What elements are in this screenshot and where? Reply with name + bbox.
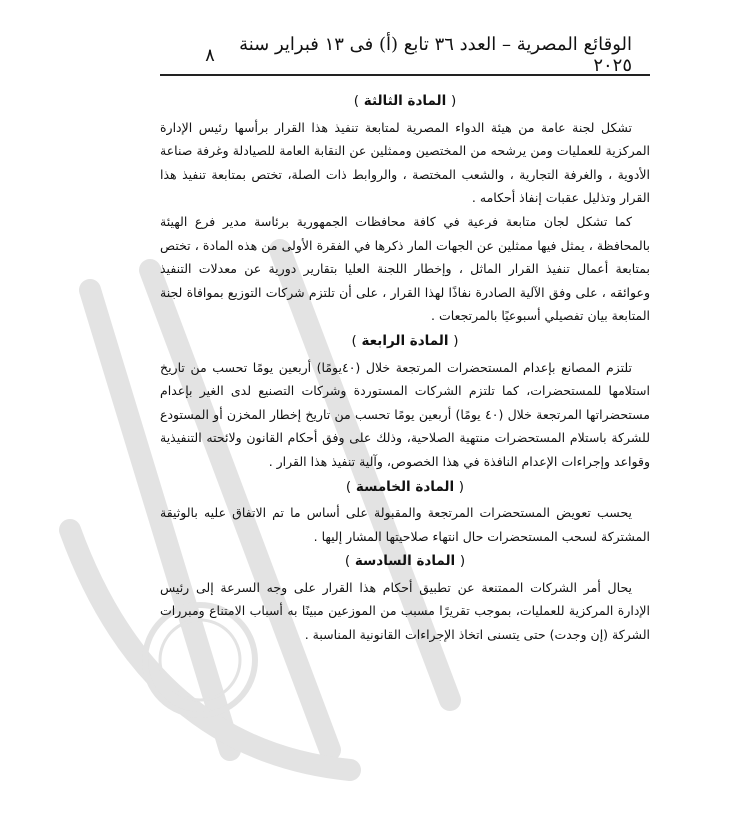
article-heading: ( المادة السادسة )	[344, 553, 466, 570]
article-heading: ( المادة الخامسة )	[345, 478, 465, 495]
article-paragraph: تشكل لجنة عامة من هيئة الدواء المصرية لمتابعة تنفيذ هذا القرار برأسها رئيس الإدارة المركزية للعمليات ومن يرشحه من المختصين وممثلين عن النقابة العامة للصيادلة وغرفة صناعة الأدوية ، والغرفة التجارية ، والشعب المختصة ، والروابط ذات الصلة، تختص بمتابعة تنفيذ هذا القرار وتذليل عقبات إنفاذ أحكامه .	[160, 119, 650, 206]
page-header	[200, 34, 640, 76]
article-paragraph: تلتزم المصانع بإعدام المستحضرات المرتجعة خلال (٤٠يومًا) أربعين يومًا تحسب من تاريخ استلامها للمستحضرات، كما تلتزم الشركات المستوردة وشركات التصنيع لدى الغير بإعدام مستحضراتها المرتجعة خلال (٤٠ يومًا) أربعين يومًا تحسب من تاريخ إخطار المخزن أو المستودع للشركة باستلام المستحضرات منتهية الصلاحية، وذلك على وفق أحكام القانون ولائحته التنفيذية وقواعد وإجراءات الإعدام النافذة في هذا الخصوص، وآلية تنفيذ هذا القرار .	[160, 359, 651, 469]
page-number: ٨	[205, 44, 215, 66]
article-paragraph: يحسب تعويض المستحضرات المرتجعة والمقبولة على أساس ما تم الاتفاق عليه بالوثيقة المشتركة لسحب المستحضرات حال انتهاء صلاحيتها المشار إليها .	[160, 505, 650, 544]
gazette-title: الوقائع المصرية – العدد ٣٦ تابع (أ) فى ١٣ فبراير سنة ٢٠٢٥	[239, 34, 632, 76]
article-paragraph: يحال أمر الشركات الممتنعة عن تطبيق أحكام هذا القرار على وجه السرعة إلى رئيس الإدارة المركزية للعمليات، بموجب تقريرًا مسبب من الموزعين مبينًا به أسباب الامتناع ومبررات الشركة (إن وجدت) حتى يتسنى اتخاذ الإجراءات القانونية المناسبة .	[160, 579, 650, 643]
header-divider	[160, 74, 650, 76]
article-heading: ( المادة الرابعة )	[351, 332, 459, 349]
article-paragraph: كما تشكل لجان متابعة فرعية في كافة محافظات الجمهورية برئاسة مدير فرع الهيئة بالمحافظة ، يمثل فيها ممثلين عن الجهات المار ذكرها في الفقرة الأولى من هذه المادة ، تختص بمتابعة أعمال تنفيذ القرار الماثل ، وإخطار اللجنة العليا بتقارير دورية عن معدلات التنفيذ وعوائقه ، على وفق الآلية الصادرة نفاذًا لهذا القرار ، على أن تلتزم شركات التوزيع بموافاة لجنة المتابعة بيان تفصيلي أسبوعيًا بالمرتجعات .	[160, 213, 650, 324]
document-body	[160, 88, 650, 647]
article-heading: ( المادة الثالثة )	[353, 93, 457, 109]
